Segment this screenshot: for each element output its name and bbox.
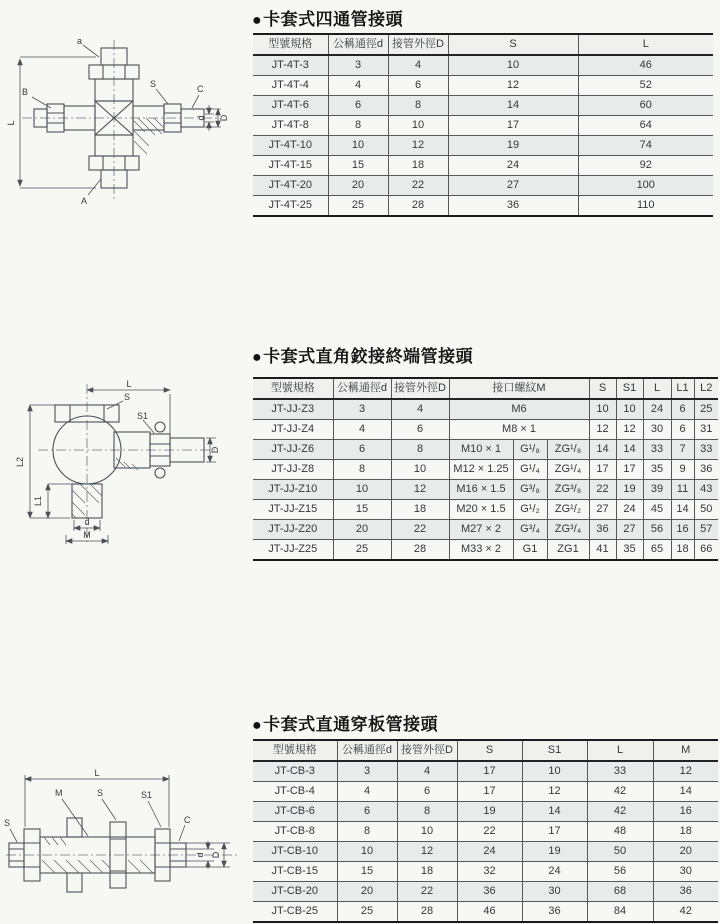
- table-cell: 10: [616, 399, 643, 420]
- column-header: L: [587, 740, 653, 761]
- table-cell: JT-JJ-Z4: [253, 420, 333, 440]
- table-cell: 15: [337, 862, 397, 882]
- table-cell: JT-4T-15: [253, 156, 328, 176]
- table-cell: 10: [589, 399, 616, 420]
- table-row: [253, 882, 718, 902]
- dim-label-L1: L1: [33, 495, 43, 507]
- table-cell: 3: [328, 55, 388, 76]
- dim-label-M: M: [55, 788, 63, 798]
- table-cell: 30: [522, 882, 587, 902]
- table-cell: 24: [616, 500, 643, 520]
- table-cell: M10 × 1: [449, 440, 513, 460]
- table-cell: 25: [337, 902, 397, 923]
- spec-table-right-angle: [253, 377, 718, 561]
- column-header: 公稱通徑d: [337, 740, 397, 761]
- table-row: [253, 782, 718, 802]
- table-cell: 84: [587, 902, 653, 923]
- table-cell: 110: [578, 196, 713, 217]
- table-cell: 10: [522, 761, 587, 782]
- table-cell: JT-CB-10: [253, 842, 337, 862]
- table-cell: 33: [643, 440, 671, 460]
- table-cell: 6: [337, 802, 397, 822]
- table-row: [253, 842, 718, 862]
- table-row: [253, 420, 718, 440]
- table-cell: 10: [397, 822, 457, 842]
- table-row: [253, 176, 713, 196]
- table-cell: 66: [694, 540, 718, 561]
- table-cell: 3: [333, 399, 391, 420]
- table-cell: 3: [337, 761, 397, 782]
- column-header: 型號規格: [253, 378, 333, 399]
- table-cell: JT-CB-15: [253, 862, 337, 882]
- header-row: [253, 740, 718, 761]
- table-cell: 14: [653, 782, 718, 802]
- table-cell: 14: [616, 440, 643, 460]
- table-cell: 8: [388, 96, 448, 116]
- table-cell: 30: [643, 420, 671, 440]
- table-cell: 35: [616, 540, 643, 561]
- table-cell: G¹/₄: [513, 460, 547, 480]
- dim-label-A: A: [81, 196, 88, 206]
- table-cell: 6: [388, 76, 448, 96]
- dim-label-a: a: [77, 36, 83, 46]
- table-cell: 10: [388, 116, 448, 136]
- table-cell: 10: [328, 136, 388, 156]
- leader-lines: [10, 799, 185, 842]
- section-title-text: 卡套式直通穿板管接頭: [263, 715, 439, 734]
- table-row: [253, 480, 718, 500]
- spec-table-bulkhead: [253, 739, 718, 923]
- column-header: 接管外徑D: [397, 740, 457, 761]
- table-cell: ZG¹/₄: [547, 460, 589, 480]
- table-cell: 65: [643, 540, 671, 561]
- table-cell: 16: [671, 520, 694, 540]
- dim-label-L: L: [94, 768, 100, 778]
- table-cell: 8: [328, 116, 388, 136]
- table-row: [253, 399, 718, 420]
- table-cell: 28: [391, 540, 449, 561]
- table-cell: 17: [457, 782, 522, 802]
- table-cell: 56: [643, 520, 671, 540]
- table-cell: 42: [653, 902, 718, 923]
- table-cell: 52: [578, 76, 713, 96]
- table-cell: 18: [671, 540, 694, 561]
- table-cell: 8: [397, 802, 457, 822]
- table-row: [253, 196, 713, 217]
- table-cell: 22: [457, 822, 522, 842]
- column-header: L1: [671, 378, 694, 399]
- table-cell: 6: [397, 782, 457, 802]
- column-header: 接管外徑D: [391, 378, 449, 399]
- table-cell: 8: [333, 460, 391, 480]
- table-cell: 7: [671, 440, 694, 460]
- table-cell: 6: [328, 96, 388, 116]
- table-cell: 14: [589, 440, 616, 460]
- table-cell: 19: [448, 136, 578, 156]
- table-cell: 27: [616, 520, 643, 540]
- table-cell: JT-CB-4: [253, 782, 337, 802]
- table-cell: 27: [589, 500, 616, 520]
- table-cell: M16 × 1.5: [449, 480, 513, 500]
- section-title-text: 卡套式直角鉸接終端管接頭: [263, 347, 474, 366]
- table-cell: 57: [694, 520, 718, 540]
- table-cell: JT-JJ-Z20: [253, 520, 333, 540]
- table-cell: 92: [578, 156, 713, 176]
- table-cell: JT-4T-8: [253, 116, 328, 136]
- table-cell: 25: [694, 399, 718, 420]
- column-header: L2: [694, 378, 718, 399]
- column-header: M: [653, 740, 718, 761]
- table-cell: 12: [388, 136, 448, 156]
- section-title-bulkhead: [252, 710, 438, 735]
- table-cell: 17: [589, 460, 616, 480]
- table-cell: 17: [522, 822, 587, 842]
- table-cell: 18: [653, 822, 718, 842]
- dim-label-d: d: [195, 852, 205, 858]
- table-cell: JT-4T-6: [253, 96, 328, 116]
- table-row: [253, 440, 718, 460]
- table-cell: 20: [333, 520, 391, 540]
- table-cell: 50: [587, 842, 653, 862]
- column-header: 公稱通徑d: [333, 378, 391, 399]
- table-cell: 36: [448, 196, 578, 217]
- table-cell: 11: [671, 480, 694, 500]
- table-cell: 4: [397, 761, 457, 782]
- dim-label-S: S: [124, 392, 131, 402]
- table-cell: 15: [333, 500, 391, 520]
- table-row: [253, 822, 718, 842]
- column-header: S1: [616, 378, 643, 399]
- table-cell: ZG³/₈: [547, 480, 589, 500]
- table-cell: 12: [616, 420, 643, 440]
- column-header: S: [448, 34, 578, 55]
- table-cell: 12: [397, 842, 457, 862]
- table-cell: 56: [587, 862, 653, 882]
- table-cell: 36: [694, 460, 718, 480]
- table-cell: 8: [337, 822, 397, 842]
- table-cell: 33: [587, 761, 653, 782]
- table-cell: 42: [587, 802, 653, 822]
- table-row: [253, 156, 713, 176]
- table-cell: 74: [578, 136, 713, 156]
- table-cell: 17: [616, 460, 643, 480]
- table-cell: 36: [589, 520, 616, 540]
- table-cell: M12 × 1.25: [449, 460, 513, 480]
- table-cell: G³/₄: [513, 520, 547, 540]
- table-cell: G¹/₂: [513, 500, 547, 520]
- column-header: L: [578, 34, 713, 55]
- section-title-four-way: [252, 5, 403, 30]
- dim-label-S1: S1: [141, 790, 153, 800]
- table-cell: 12: [448, 76, 578, 96]
- table-cell: 28: [388, 196, 448, 217]
- section-title-text: 卡套式四通管接頭: [263, 10, 404, 29]
- table-row: [253, 96, 713, 116]
- column-header: S: [589, 378, 616, 399]
- table-cell: 27: [448, 176, 578, 196]
- table-cell: 33: [694, 440, 718, 460]
- table-cell: 18: [397, 862, 457, 882]
- table-row: [253, 902, 718, 923]
- table-row: [253, 116, 713, 136]
- table-cell: 20: [653, 842, 718, 862]
- table-cell: 35: [643, 460, 671, 480]
- table-cell: JT-4T-20: [253, 176, 328, 196]
- table-cell: 22: [391, 520, 449, 540]
- bullet-icon: ●: [252, 349, 263, 366]
- table-cell: 9: [671, 460, 694, 480]
- table-cell: M20 × 1.5: [449, 500, 513, 520]
- table-cell: JT-CB-6: [253, 802, 337, 822]
- table-cell: 24: [522, 862, 587, 882]
- table-cell: 17: [448, 116, 578, 136]
- dim-label-B: B: [22, 87, 29, 97]
- column-header: 型號規格: [253, 740, 337, 761]
- table-row: [253, 76, 713, 96]
- fitting-body: [53, 405, 204, 518]
- table-cell: 36: [653, 882, 718, 902]
- bullet-icon: ●: [252, 717, 263, 734]
- table-cell: 46: [457, 902, 522, 923]
- column-header: 接管外徑D: [388, 34, 448, 55]
- table-row: [253, 136, 713, 156]
- table-cell: 25: [333, 540, 391, 561]
- table-cell: 45: [643, 500, 671, 520]
- dim-label-d: d: [84, 517, 90, 527]
- table-cell: ZG¹/₈: [547, 440, 589, 460]
- column-header: 型號規格: [253, 34, 328, 55]
- table-cell: 20: [337, 882, 397, 902]
- table-cell: JT-CB-3: [253, 761, 337, 782]
- table-cell: 48: [587, 822, 653, 842]
- table-cell: JT-4T-3: [253, 55, 328, 76]
- table-cell: G1: [513, 540, 547, 561]
- table-cell: 12: [589, 420, 616, 440]
- table-cell: 4: [328, 76, 388, 96]
- dim-label-C: C: [184, 815, 191, 825]
- table-cell: 14: [522, 802, 587, 822]
- table-cell: JT-JJ-Z10: [253, 480, 333, 500]
- table-cell: ZG1: [547, 540, 589, 561]
- column-header: 接口螺紋M: [449, 378, 589, 399]
- right-angle-fitting-drawing: [10, 376, 222, 548]
- dim-label-S1: S1: [137, 411, 149, 421]
- table-cell: 36: [522, 902, 587, 923]
- table-cell: JT-4T-4: [253, 76, 328, 96]
- table-cell: 12: [653, 761, 718, 782]
- table-cell: 64: [578, 116, 713, 136]
- table-cell: 31: [694, 420, 718, 440]
- column-header: S1: [522, 740, 587, 761]
- table-cell: 6: [671, 399, 694, 420]
- table-cell: 4: [337, 782, 397, 802]
- table-row: [253, 460, 718, 480]
- table-cell: 4: [333, 420, 391, 440]
- table-cell: 6: [333, 440, 391, 460]
- dim-label-M: M: [83, 530, 91, 540]
- table-row: [253, 520, 718, 540]
- table-cell: 36: [457, 882, 522, 902]
- table-cell: 43: [694, 480, 718, 500]
- table-cell: JT-4T-25: [253, 196, 328, 217]
- table-cell: 12: [522, 782, 587, 802]
- table-cell: JT-JJ-Z6: [253, 440, 333, 460]
- table-cell: 12: [391, 480, 449, 500]
- table-cell: 4: [388, 55, 448, 76]
- table-row: [253, 55, 713, 76]
- table-row: [253, 802, 718, 822]
- section-hatching: [134, 118, 163, 154]
- table-cell: 20: [328, 176, 388, 196]
- table-cell: 10: [333, 480, 391, 500]
- table-cell: JT-CB-8: [253, 822, 337, 842]
- table-cell: 15: [328, 156, 388, 176]
- bulkhead-fitting-drawing: [2, 765, 242, 905]
- table-cell: JT-JJ-Z8: [253, 460, 333, 480]
- table-cell: ZG¹/₂: [547, 500, 589, 520]
- table-row: [253, 761, 718, 782]
- table-cell: 25: [328, 196, 388, 217]
- header-row: [253, 34, 713, 55]
- table-cell: 18: [388, 156, 448, 176]
- table-row: [253, 862, 718, 882]
- dim-label-S-left: S: [4, 818, 11, 828]
- table-cell: 14: [448, 96, 578, 116]
- table-cell: M8 × 1: [449, 420, 589, 440]
- table-cell: 24: [448, 156, 578, 176]
- table-cell: 24: [643, 399, 671, 420]
- four-way-fitting-drawing: [6, 28, 244, 210]
- table-cell: 60: [578, 96, 713, 116]
- table-cell: 6: [391, 420, 449, 440]
- table-cell: JT-JJ-Z15: [253, 500, 333, 520]
- table-cell: 41: [589, 540, 616, 561]
- dim-label-L: L: [126, 379, 132, 389]
- table-cell: G¹/₈: [513, 440, 547, 460]
- table-cell: 42: [587, 782, 653, 802]
- table-cell: 19: [616, 480, 643, 500]
- table-cell: 22: [388, 176, 448, 196]
- table-row: [253, 500, 718, 520]
- table-cell: 32: [457, 862, 522, 882]
- table-cell: 28: [397, 902, 457, 923]
- column-header: L: [643, 378, 671, 399]
- table-cell: 19: [457, 802, 522, 822]
- table-cell: 50: [694, 500, 718, 520]
- table-cell: 18: [391, 500, 449, 520]
- dim-label-D: D: [210, 446, 220, 454]
- column-header: 公稱通徑d: [328, 34, 388, 55]
- table-cell: M6: [449, 399, 589, 420]
- table-cell: 24: [457, 842, 522, 862]
- section-title-right-angle: [252, 342, 473, 367]
- table-cell: M27 × 2: [449, 520, 513, 540]
- table-cell: 22: [589, 480, 616, 500]
- table-cell: 14: [671, 500, 694, 520]
- table-cell: 39: [643, 480, 671, 500]
- table-cell: 22: [397, 882, 457, 902]
- centerlines: [22, 40, 218, 200]
- table-cell: 10: [448, 55, 578, 76]
- dim-label-D: D: [211, 851, 221, 859]
- table-cell: 46: [578, 55, 713, 76]
- table-cell: 16: [653, 802, 718, 822]
- table-cell: G³/₈: [513, 480, 547, 500]
- table-cell: JT-JJ-Z25: [253, 540, 333, 561]
- table-cell: 17: [457, 761, 522, 782]
- table-cell: 68: [587, 882, 653, 902]
- table-cell: JT-JJ-Z3: [253, 399, 333, 420]
- header-row: [253, 378, 718, 399]
- table-cell: 30: [653, 862, 718, 882]
- dim-label-d: d: [196, 115, 206, 121]
- table-cell: M33 × 2: [449, 540, 513, 561]
- table-cell: JT-CB-25: [253, 902, 337, 923]
- dim-label-S: S: [150, 79, 157, 89]
- dim-label-S: S: [97, 788, 104, 798]
- table-cell: 8: [391, 440, 449, 460]
- table-cell: 10: [337, 842, 397, 862]
- table-row: [253, 540, 718, 561]
- column-header: S: [457, 740, 522, 761]
- table-cell: JT-CB-20: [253, 882, 337, 902]
- dim-label-C: C: [197, 84, 204, 94]
- table-cell: 6: [671, 420, 694, 440]
- dim-label-D: D: [219, 114, 229, 122]
- dim-label-L: L: [6, 120, 16, 126]
- spec-table-four-way: [253, 33, 713, 217]
- table-cell: 19: [522, 842, 587, 862]
- table-cell: 100: [578, 176, 713, 196]
- bullet-icon: ●: [252, 12, 263, 29]
- table-cell: 10: [391, 460, 449, 480]
- table-cell: ZG³/₄: [547, 520, 589, 540]
- section-hatching: [72, 458, 138, 518]
- dim-label-L2: L2: [15, 456, 25, 468]
- table-cell: 4: [391, 399, 449, 420]
- table-cell: JT-4T-10: [253, 136, 328, 156]
